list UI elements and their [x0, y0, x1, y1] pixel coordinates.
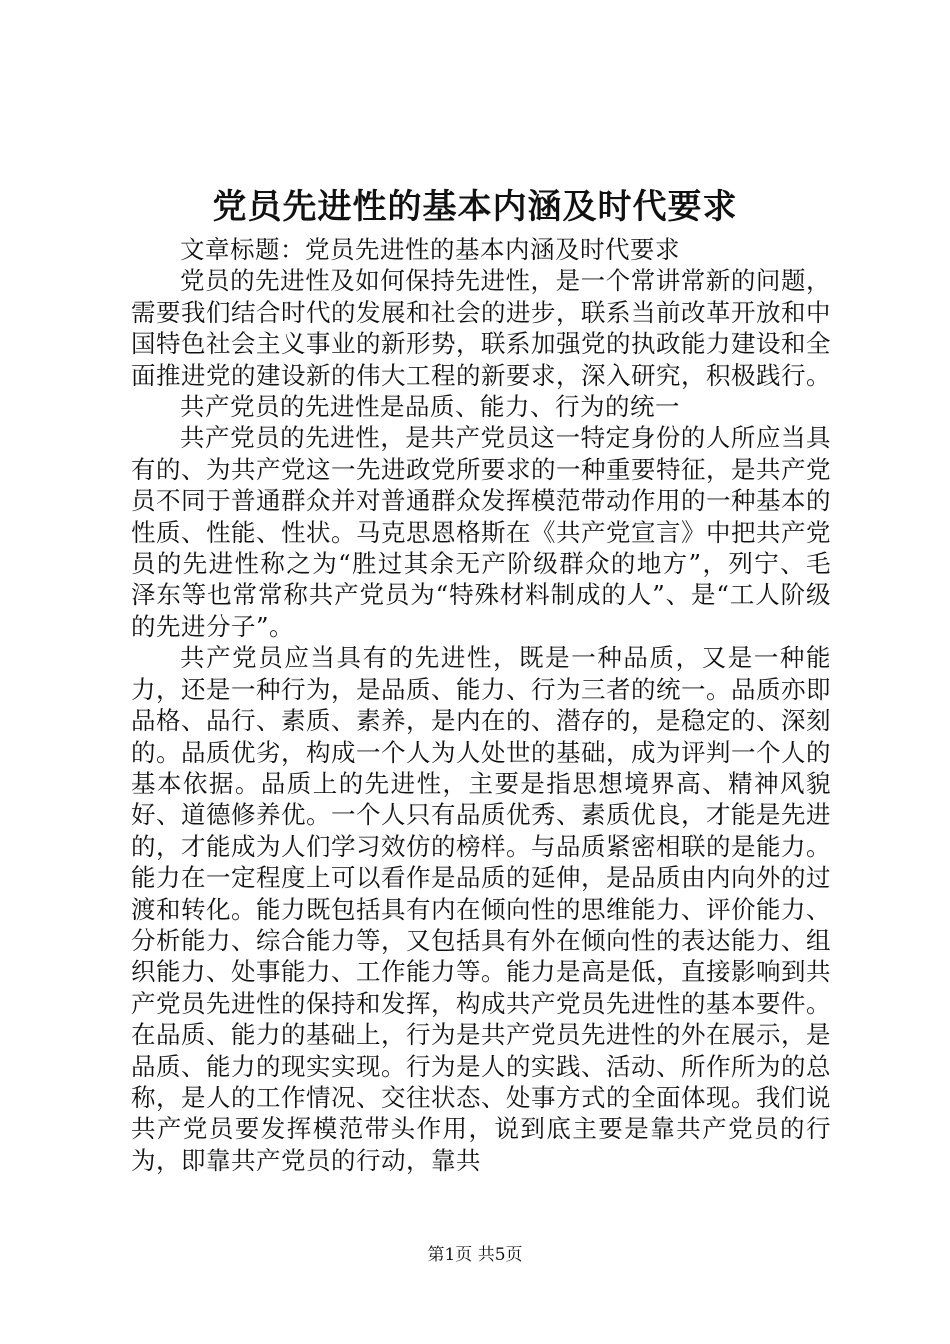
- body-paragraph: 党员的先进性及如何保持先进性，是一个常讲常新的问题，需要我们结合时代的发展和社会的进步，联系当前改革开放和中国特色社会主义事业的新形势，联系加强党的执政能力建设和全面推进党的建设新的伟大工程的新要求，深入研究，积极践行。: [131, 266, 831, 390]
- body-paragraph: 共产党员的先进性，是共产党员这一特定身份的人所应当具有的、为共产党这一先进政党所要求的一种重要特征，是共产党员不同于普通群众并对普通群众发挥模范带动作用的一种基本的性质、性能、性状。马克思恩格斯在《共产党宣言》中把共产党员的先进性称之为“胜过其余无产阶级群众的地方”，列宁、毛泽东等也常常称共产党员为“特殊材料制成的人”、是“工人阶级的先进分子”。: [131, 423, 831, 641]
- document-title: 党员先进性的基本内涵及时代要求: [212, 187, 738, 227]
- article-title-line: 文章标题：党员先进性的基本内涵及时代要求: [180, 235, 680, 264]
- section-heading: 共产党员的先进性是品质、能力、行为的统一: [180, 392, 680, 422]
- document-body: [131, 234, 831, 1176]
- page-number: 第1页 共5页: [427, 1245, 523, 1265]
- body-paragraph: 共产党员应当具有的先进性，既是一种品质，又是一种能力，还是一种行为，是品质、能力、行为三者的统一。品质亦即品格、品行、素质、素养，是内在的、潜存的，是稳定的、深刻的。品质优劣，构成一个人为人处世的基础，成为评判一个人的基本依据。品质上的先进性，主要是指思想境界高、精神风貌好、道德修养优。一个人只有品质优秀、素质优良，才能是先进的，才能成为人们学习效仿的榜样。与品质紧密相联的是能力。能力在一定程度上可以看作是品质的延伸，是品质由内向外的过渡和转化。能力既包括具有内在倾向性的思维能力、评价能力、分析能力、综合能力等，又包括具有外在倾向性的表达能力、组织能力、处事能力、工作能力等。能力是高是低，直接影响到共产党员先进性的保持和发挥，构成共产党员先进性的基本要件。在品质、能力的基础上，行为是共产党员先进性的外在展示，是品质、能力的现实实现。行为是人的实践、活动、所作所为的总称，是人的工作情况、交往状态、处事方式的全面体现。我们说共产党员要发挥模范带头作用，说到底主要是靠共产党员的行为，即靠共产党员的行动，靠共: [131, 643, 831, 1175]
- page-footer: [0, 1243, 950, 1267]
